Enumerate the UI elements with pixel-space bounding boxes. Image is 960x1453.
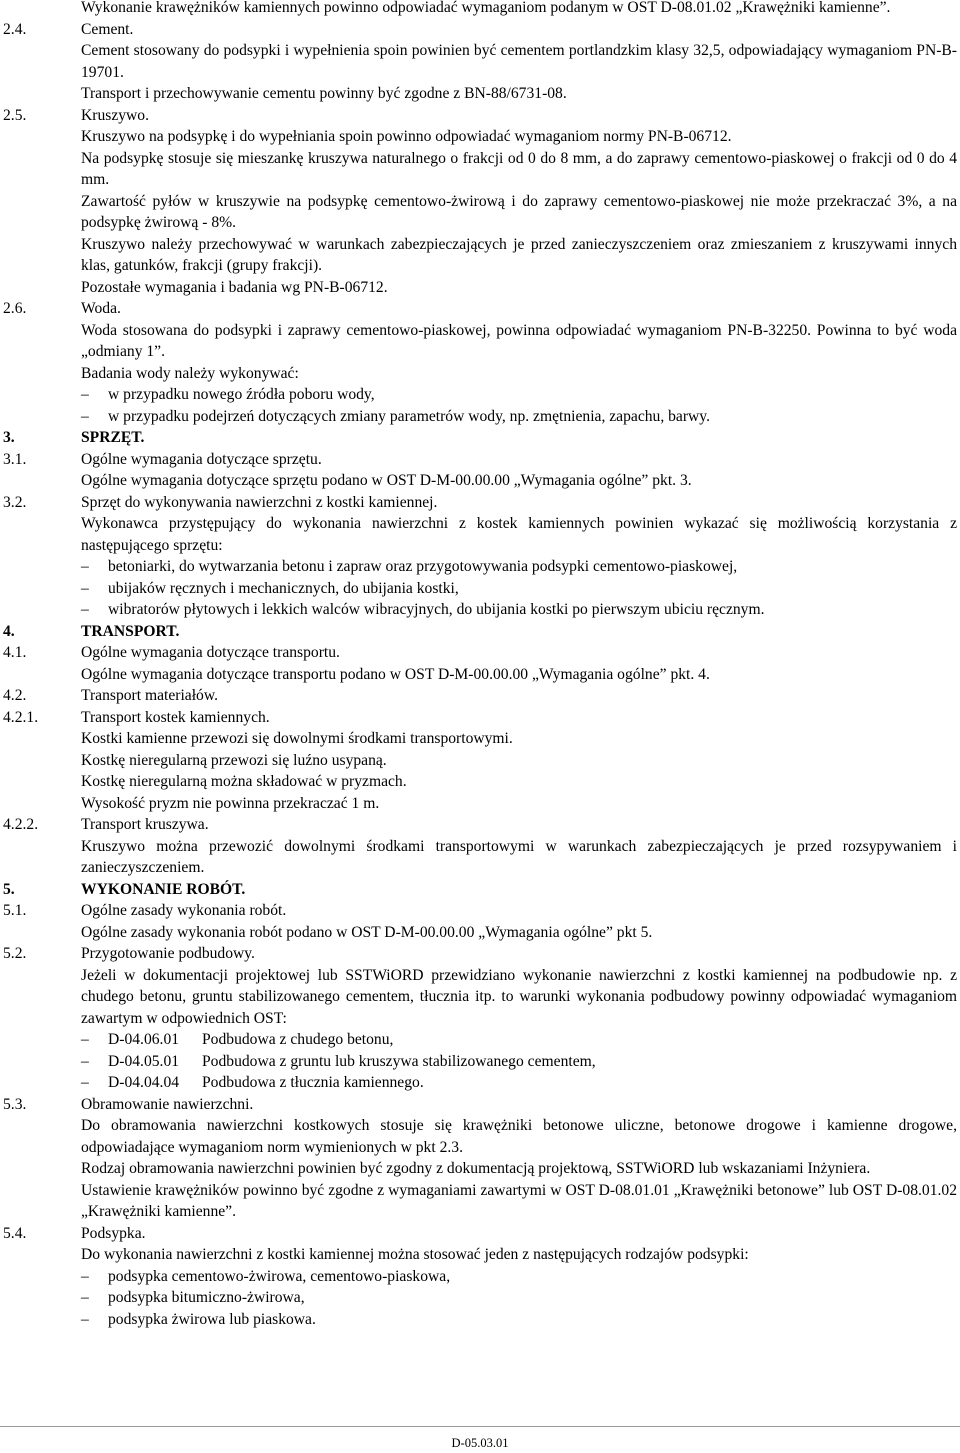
paragraph-text: Jeżeli w dokumentacji projektowej lub SSTWiORD przewidziano wykonanie nawierzchni z kostki kamiennej na podbudowie np. z chudego betonu, gruntu stabilizowanego cementem, tłucznia itp. to warunki wykonania podbudowy powinny odpowiadać wymaganiom zawartym w odpowiednich OST: [81, 966, 957, 1027]
section-number: 5.3. [3, 1095, 27, 1113]
paragraph [0, 1180, 960, 1223]
section-title: Cement. [81, 20, 134, 38]
list-item-text: Podbudowa z tłucznia kamiennego. [202, 1074, 424, 1091]
section-heading [0, 105, 960, 127]
paragraph [0, 363, 960, 385]
section-title: TRANSPORT. [81, 622, 180, 640]
paragraph-text: Cement stosowany do podsypki i wypełnienia spoin powinien być cementem portlandzkim klasy 32,5, odpowiadający wymaganiom PN-B-19701. [81, 42, 957, 81]
paragraph-text: Kostkę nieregularną przewozi się luźno usypaną. [81, 751, 387, 769]
list-item-text: ubijaków ręcznych i mechanicznych, do ubijania kostki, [108, 579, 459, 597]
list-item [0, 1266, 960, 1288]
section-heading [0, 707, 960, 729]
list-item [0, 1029, 960, 1051]
section-title: Obramowanie nawierzchni. [81, 1095, 254, 1113]
list-dash-marker: – [81, 601, 89, 618]
paragraph [0, 728, 960, 750]
paragraph [0, 320, 960, 363]
paragraph [0, 191, 960, 234]
list-item [0, 384, 960, 406]
list-item [0, 1051, 960, 1073]
paragraph-text: Woda stosowana do podsypki i zaprawy cementowo-piaskowej, powinna odpowiadać wymaganiom PN-B-32250. Powinna to być woda „odmiany 1”. [81, 321, 957, 360]
paragraph-text: Wysokość pryzm nie powinna przekraczać 1 m. [81, 794, 380, 812]
list-item-text: podsypka bitumiczno-żwirowa, [108, 1289, 305, 1306]
section-number: 5.1. [3, 902, 27, 919]
section-number: 3.1. [3, 450, 27, 468]
section-heading [0, 1094, 960, 1116]
section-heading [0, 943, 960, 965]
paragraph-text: Ustawienie krawężników powinno być zgodne z wymaganiami zawartymi w OST D-08.01.01 „Krawężniki betonowe” lub OST D-08.01.02 „Krawężniki kamienne”. [81, 1181, 957, 1220]
list-item-text: w przypadku podejrzeń dotyczących zmiany parametrów wody, np. zmętnienia, zapachu, barwy. [108, 407, 710, 425]
paragraph [0, 965, 960, 1030]
list-dash-marker: – [81, 1310, 89, 1328]
paragraph [0, 1115, 960, 1158]
section-title: Transport kruszywa. [81, 816, 209, 833]
list-item-text: Podbudowa z gruntu lub kruszywa stabilizowanego cementem, [202, 1052, 596, 1070]
list-dash-marker: – [81, 558, 89, 575]
paragraph-text: Na podsypkę stosuje się mieszankę kruszywa naturalnego o frakcji od 0 do 8 mm, a do zaprawy cementowo-piaskowej o frakcji od 0 do 4 mm. [81, 149, 957, 188]
paragraph-text: Ogólne wymagania dotyczące transportu podano w OST D-M-00.00.00 „Wymagania ogólne” pkt. 4. [81, 665, 710, 683]
paragraph [0, 793, 960, 815]
section-heading [0, 1223, 960, 1245]
list-dash-marker: – [81, 579, 89, 597]
paragraph-text: Ogólne wymagania dotyczące sprzętu podano w OST D-M-00.00.00 „Wymagania ogólne” pkt. 3. [81, 472, 692, 489]
list-item [0, 578, 960, 600]
paragraph-text: Rodzaj obramowania nawierzchni powinien być zgodny z dokumentacją projektową, SSTWiORD lub wskazaniami Inżyniera. [81, 1160, 871, 1177]
section-heading [0, 492, 960, 514]
paragraph-text: Transport i przechowywanie cementu powinny być zgodne z BN-88/6731-08. [81, 85, 567, 102]
paragraph-text: Pozostałe wymagania i badania wg PN-B-06712. [81, 278, 388, 296]
section-number: 4.2. [3, 687, 27, 704]
paragraph [0, 148, 960, 191]
paragraph [0, 83, 960, 105]
standard-code: D-04.06.01 [108, 1031, 180, 1048]
paragraph-text: Kruszywo można przewozić dowolnymi środkami transportowymi w warunkach zabezpieczających je przed rozsypywaniem i zanieczyszczeniem. [81, 837, 957, 876]
paragraph [0, 0, 960, 19]
list-item [0, 1072, 960, 1094]
section-number: 5.4. [3, 1224, 27, 1242]
section-heading [0, 298, 960, 320]
paragraph-text: Kostkę nieregularną można składować w pryzmach. [81, 773, 407, 790]
list-item [0, 1309, 960, 1331]
section-title: Sprzęt do wykonywania nawierzchni z kostki kamiennej. [81, 493, 438, 511]
section-number: 5.2. [3, 945, 27, 962]
paragraph-text: Wykonanie krawężników kamiennych powinno odpowiadać wymaganiom podanym w OST D-08.01.02 „Krawężniki kamienne”. [81, 0, 891, 16]
section-title: Woda. [81, 300, 121, 317]
section-heading [0, 900, 960, 922]
chapter-heading [0, 621, 960, 643]
section-title: Kruszywo. [81, 106, 149, 124]
paragraph [0, 470, 960, 492]
section-title: WYKONANIE ROBÓT. [81, 880, 246, 898]
paragraph-text: Ogólne zasady wykonania robót podano w OST D-M-00.00.00 „Wymagania ogólne” pkt 5. [81, 923, 653, 941]
section-heading [0, 449, 960, 471]
paragraph [0, 234, 960, 277]
paragraph [0, 126, 960, 148]
list-item-text: w przypadku nowego źródła poboru wody, [108, 386, 375, 403]
section-heading [0, 685, 960, 707]
list-dash-marker: – [81, 386, 89, 403]
section-title: Ogólne zasady wykonania robót. [81, 902, 287, 919]
section-title: Podsypka. [81, 1224, 146, 1242]
section-number: 4.1. [3, 644, 27, 661]
section-number: 3. [3, 429, 15, 446]
paragraph-text: Do wykonania nawierzchni z kostki kamiennej można stosować jeden z następujących rodzajów podsypki: [81, 1246, 749, 1263]
list-item-content [108, 1072, 957, 1094]
list-item [0, 599, 960, 621]
list-item-text: podsypka żwirowa lub piaskowa. [108, 1310, 316, 1328]
list-dash-marker: – [81, 1289, 89, 1306]
paragraph [0, 771, 960, 793]
paragraph-text: Kostki kamienne przewozi się dowolnymi środkami transportowymi. [81, 730, 513, 747]
list-item-text: podsypka cementowo-żwirowa, cementowo-piaskowa, [108, 1267, 451, 1285]
section-title: Ogólne wymagania dotyczące transportu. [81, 644, 340, 661]
section-number: 4.2.2. [3, 816, 39, 833]
paragraph [0, 277, 960, 299]
paragraph-text: Kruszywo należy przechowywać w warunkach zabezpieczających je przed zanieczyszczeniem oraz zmieszaniem z kruszywami innych klas, gatunków, frakcji (grupy frakcji). [81, 235, 957, 274]
list-dash-marker: – [81, 1052, 89, 1070]
section-heading [0, 19, 960, 41]
paragraph [0, 922, 960, 944]
section-title: SPRZĘT. [81, 429, 145, 446]
section-title: Ogólne wymagania dotyczące sprzętu. [81, 450, 322, 468]
list-dash-marker: – [81, 1031, 89, 1048]
list-item-content [108, 1029, 957, 1051]
section-title: Transport kostek kamiennych. [81, 708, 270, 726]
list-dash-marker: – [81, 407, 89, 425]
paragraph [0, 664, 960, 686]
page-footer-code: D-05.03.01 [451, 1436, 509, 1450]
section-number: 2.4. [3, 20, 27, 38]
list-item [0, 556, 960, 578]
list-item-text: Podbudowa z chudego betonu, [202, 1031, 394, 1048]
paragraph [0, 836, 960, 879]
paragraph-text: Zawartość pyłów w kruszywie na podsypkę cementowo-żwirową i do zaprawy cementowo-piaskowej nie może przekraczać 3%, a na podsypkę żwirową - 8%. [81, 192, 957, 231]
chapter-heading [0, 879, 960, 901]
paragraph [0, 40, 960, 83]
list-item-text: wibratorów płytowych i lekkich walców wibracyjnych, do ubijania kostki po pierwszym ubiciu ręcznym. [108, 601, 765, 618]
paragraph [0, 750, 960, 772]
section-number: 2.6. [3, 300, 27, 317]
list-item-text: betoniarki, do wytwarzania betonu i zapraw oraz przygotowywania podsypki cementowo-piaskowej, [108, 558, 738, 575]
list-item [0, 1287, 960, 1309]
section-title: Transport materiałów. [81, 687, 219, 704]
section-number: 3.2. [3, 493, 27, 511]
standard-code: D-04.04.04 [108, 1074, 180, 1091]
chapter-heading [0, 427, 960, 449]
section-number: 2.5. [3, 106, 27, 124]
section-heading [0, 642, 960, 664]
list-item-content [108, 1051, 957, 1073]
paragraph-text: Do obramowania nawierzchni kostkowych stosuje się krawężniki betonowe uliczne, betonowe drogowe i kamienne drogowe, odpowiadające wymaganiom norm wymienionych w pkt 2.3. [81, 1117, 957, 1156]
paragraph [0, 513, 960, 556]
paragraph-text: Kruszywo na podsypkę i do wypełniania spoin powinno odpowiadać wymaganiom normy PN-B-06712. [81, 128, 732, 145]
list-item [0, 406, 960, 428]
section-number: 5. [3, 880, 15, 898]
section-number: 4. [3, 622, 15, 640]
section-heading [0, 814, 960, 836]
list-dash-marker: – [81, 1074, 89, 1091]
paragraph [0, 1158, 960, 1180]
paragraph [0, 1244, 960, 1266]
footer-divider [0, 1426, 960, 1427]
paragraph-text: Wykonawca przystępujący do wykonania nawierzchni z kostek kamiennych powinien wykazać się możliwością korzystania z następującego sprzętu: [81, 515, 957, 554]
standard-code: D-04.05.01 [108, 1052, 180, 1070]
section-number: 4.2.1. [3, 708, 39, 726]
section-title: Przygotowanie podbudowy. [81, 945, 255, 962]
paragraph-text: Badania wody należy wykonywać: [81, 364, 299, 382]
list-dash-marker: – [81, 1267, 89, 1285]
